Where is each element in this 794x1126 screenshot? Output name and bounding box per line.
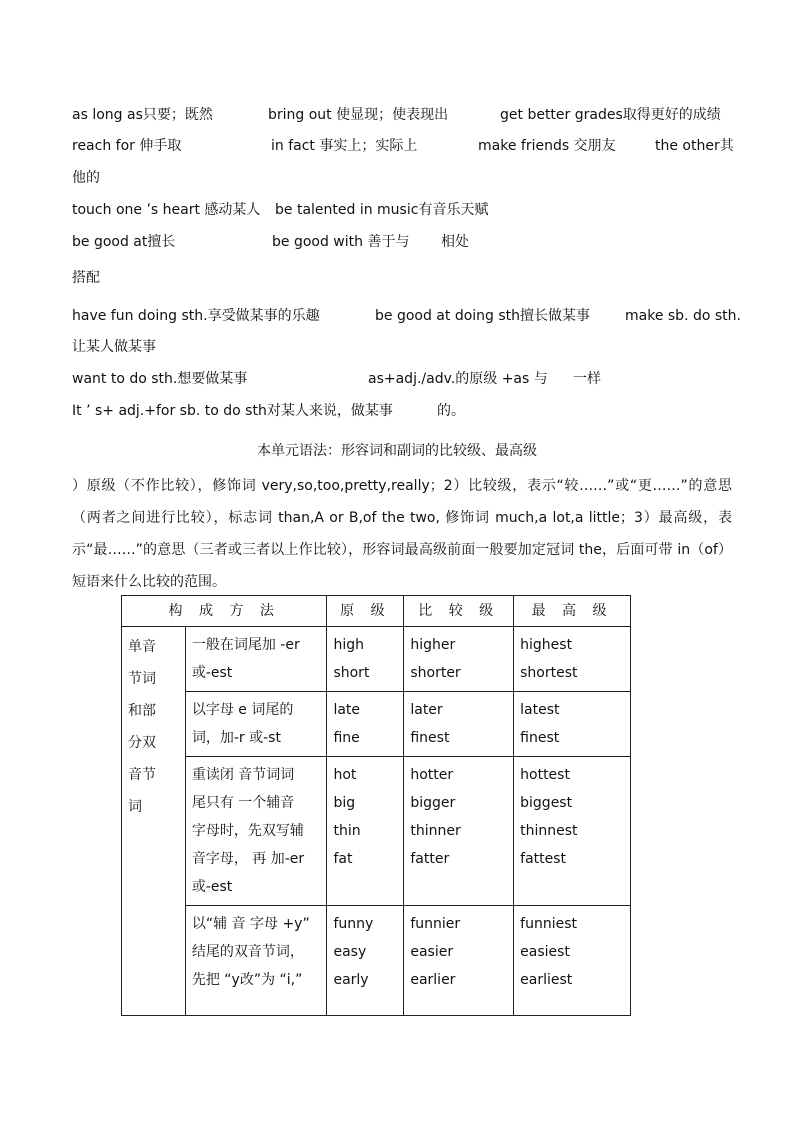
comparative-cell: funnier easier earlier — [404, 906, 514, 1016]
phrase: the other其 — [655, 138, 734, 154]
superlative-cell: highest shortest — [514, 627, 631, 692]
comparison-table — [121, 595, 631, 1016]
phrase: make sb. do sth. — [625, 308, 741, 324]
phrase: get better grades取得更好的成绩 — [500, 107, 721, 123]
phrase: have fun doing sth.享受做某事的乐趣 — [72, 308, 320, 324]
base-cell: high short — [327, 627, 404, 692]
phrase: bring out 使显现；使表现出 — [268, 107, 449, 123]
header-base: 原 级 — [327, 596, 404, 627]
comparative-cell: later finest — [404, 692, 514, 757]
comparative-cell: higher shorter — [404, 627, 514, 692]
phrase: 的。 — [437, 403, 465, 419]
phrase: It ’ s+ adj.+for sb. to do sth对某人来说，做某事 — [72, 403, 393, 419]
base-cell: hot big thin fat — [327, 757, 404, 906]
phrase: make friends 交朋友 — [478, 138, 616, 154]
phrase: want to do sth.想要做某事 — [72, 371, 248, 387]
table-row — [122, 906, 631, 1016]
phrase: 一样 — [573, 371, 601, 387]
table-row — [122, 627, 631, 692]
grammar-title: 本单元语法：形容词和副词的比较级、最高级 — [257, 443, 537, 459]
superlative-cell: funniest easiest earliest — [514, 906, 631, 1016]
phrase: be good at doing sth擅长做某事 — [375, 308, 591, 324]
phrase: be good with 善于与 — [272, 234, 410, 250]
header-comparative: 比 较 级 — [404, 596, 514, 627]
phrase: as long as只要；既然 — [72, 107, 213, 123]
phrase: 相处 — [441, 234, 469, 250]
phrase: in fact 事实上；实际上 — [271, 138, 418, 154]
header-superlative: 最 高 级 — [514, 596, 631, 627]
table-header-row — [122, 596, 631, 627]
superlative-cell: latest finest — [514, 692, 631, 757]
base-cell: late fine — [327, 692, 404, 757]
header-method: 构 成 方 法 — [122, 596, 327, 627]
method-cell: 一般在词尾加 -er 或-est — [185, 627, 327, 692]
phrase: be good at擅长 — [72, 234, 176, 250]
phrase-continuation: 他的 — [72, 170, 100, 186]
comparative-cell: hotter bigger thinner fatter — [404, 757, 514, 906]
method-cell: 以字母 e 词尾的 词，加-r 或-st — [185, 692, 327, 757]
phrase: be talented in music有音乐天赋 — [275, 202, 489, 218]
base-cell: funny easy early — [327, 906, 404, 1016]
table-row — [122, 757, 631, 906]
phrase-continuation: 让某人做某事 — [72, 339, 156, 355]
phrase: touch one ’s heart 感动某人 — [72, 202, 261, 218]
superlative-cell: hottest biggest thinnest fattest — [514, 757, 631, 906]
grammar-paragraph: ）原级（不作比较），修饰词 very,so,too,pretty,really；2）比较级，表示“较……”或“更……”的意思（两者之间进行比较），标志词 than,A or B,of the two, 修饰词 much,a lot,a little；3）最高级，表示“最……”的意思（三者或三者以上作比较），形容词最高级前面一般要加定冠词 the，后面可带 in（of）短语来什么比较的范围。 — [72, 478, 732, 590]
method-cell: 重读闭 音节词词 尾只有 一个辅音 字母时，先双写辅 音字母， 再 加-er 或-est — [185, 757, 327, 906]
phrase: reach for 伸手取 — [72, 138, 182, 154]
table-row — [122, 692, 631, 757]
method-cell: 以“辅 音 字母 +y” 结尾的双音节词， 先把 “y改”为 “i,” — [185, 906, 327, 1016]
group-label: 单音 节词 和部 分双 音节 词 — [122, 627, 186, 1016]
phrase: as+adj./adv.的原级 +as 与 — [368, 371, 548, 387]
phrase-continuation: 搭配 — [72, 270, 100, 286]
